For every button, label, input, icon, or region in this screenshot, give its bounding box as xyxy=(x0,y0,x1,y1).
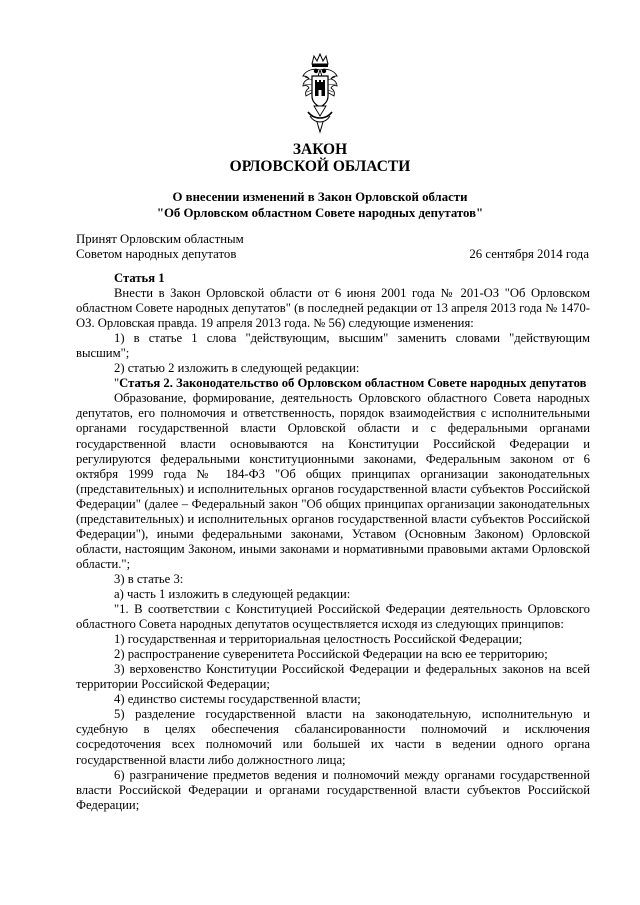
principle-3: 3) верховенство Конституции Российской Федерации и федеральных законов на всей территории Российской Федерации; xyxy=(76,662,590,692)
law-region: ОРЛОВСКОЙ ОБЛАСТИ xyxy=(229,158,411,175)
law-subtitle-line2: "Об Орловском областном Совете народных депутатов" xyxy=(156,206,484,220)
part-1-paragraph: "1. В соответствии с Конституцией Российской Федерации деятельность Орловского областного Совета народных депутатов осуществляется исходя из следующих принципов: xyxy=(76,602,590,632)
article-2-heading-paragraph xyxy=(76,376,590,391)
law-body xyxy=(76,271,590,813)
principle-1: 1) государственная и территориальная целостность Российской Федерации; xyxy=(114,632,523,647)
principle-2: 2) распространение суверенитета Российской Федерации на всю ее территорию; xyxy=(114,647,548,662)
law-subtitle-line1: О внесении изменений в Закон Орловской области xyxy=(172,190,468,204)
adoption-body-line1: Принят Орловским областным xyxy=(76,232,244,246)
amendment-item-2: 2) статью 2 изложить в следующей редакции: xyxy=(114,361,360,376)
amendment-item-3a: а) часть 1 изложить в следующей редакции: xyxy=(114,586,351,601)
amendment-item-3: 3) в статье 3: xyxy=(114,571,184,586)
adoption-date: 26 сентября 2014 года xyxy=(469,247,589,261)
intro-paragraph: Внести в Закон Орловской области от 6 июня 2001 года № 201-ОЗ "Об Орловском областном Совете народных депутатов" (в последней редакции от 13 апреля 2013 года № 1470-ОЗ. Орловская правда. 19 апреля 2013 года. № 56) следующие изменения: xyxy=(76,286,590,331)
amendment-item-1: 1) в статье 1 слова "действующим, высшим" заменить словами "действующим высшим"; xyxy=(76,331,590,361)
law-title: ЗАКОН xyxy=(292,141,348,158)
orel-oblast-coat-of-arms-icon xyxy=(300,50,340,138)
article-2-heading: Статья 2. Законодательство об Орловском областном Совете народных депутатов xyxy=(119,376,587,391)
principle-4: 4) единство системы государственной власти; xyxy=(114,692,361,707)
adoption-body-line2: Советом народных депутатов xyxy=(76,247,237,261)
principle-6: 6) разграничение предметов ведения и полномочий между органами государственной власти Российской Федерации и органами государственной власти субъектов Российской Федерации; xyxy=(76,767,590,812)
article-heading: Статья 1 xyxy=(114,271,165,285)
article-2-text: Образование, формирование, деятельность Орловского областного Совета народных депутатов, его полномочия и ответственность, порядок взаимодействия с исполнительными органами государственной власти Орловской области и с федеральными органами государственной власти основываются на Конституции Российской Федерации и регулируются федеральными конституционными законами, Федеральным законом от 6 октября 1999 года № 184-ФЗ "Об общих принципах организации законодательных (представительных) и исполнительных органов государственной власти субъектов Российской Федерации" (далее – Федеральный закон "Об общих принципах организации законодательных (представительных) и исполнительных органов государственной власти субъектов Российской Федерации"), иными федеральными законами, Уставом (Основным Законом) Орловской области, настоящим Законом, иными законами и нормативными правовыми актами Орловской области."; xyxy=(76,391,590,571)
principle-5: 5) разделение государственной власти на законодательную, исполнительную и судебную в целях обеспечения сбалансированности полномочий и исключения сосредоточения всех полномочий или большей их части в ведении одного органа государственной власти либо должностного лица; xyxy=(76,707,590,767)
opening-quote: " xyxy=(114,376,120,391)
